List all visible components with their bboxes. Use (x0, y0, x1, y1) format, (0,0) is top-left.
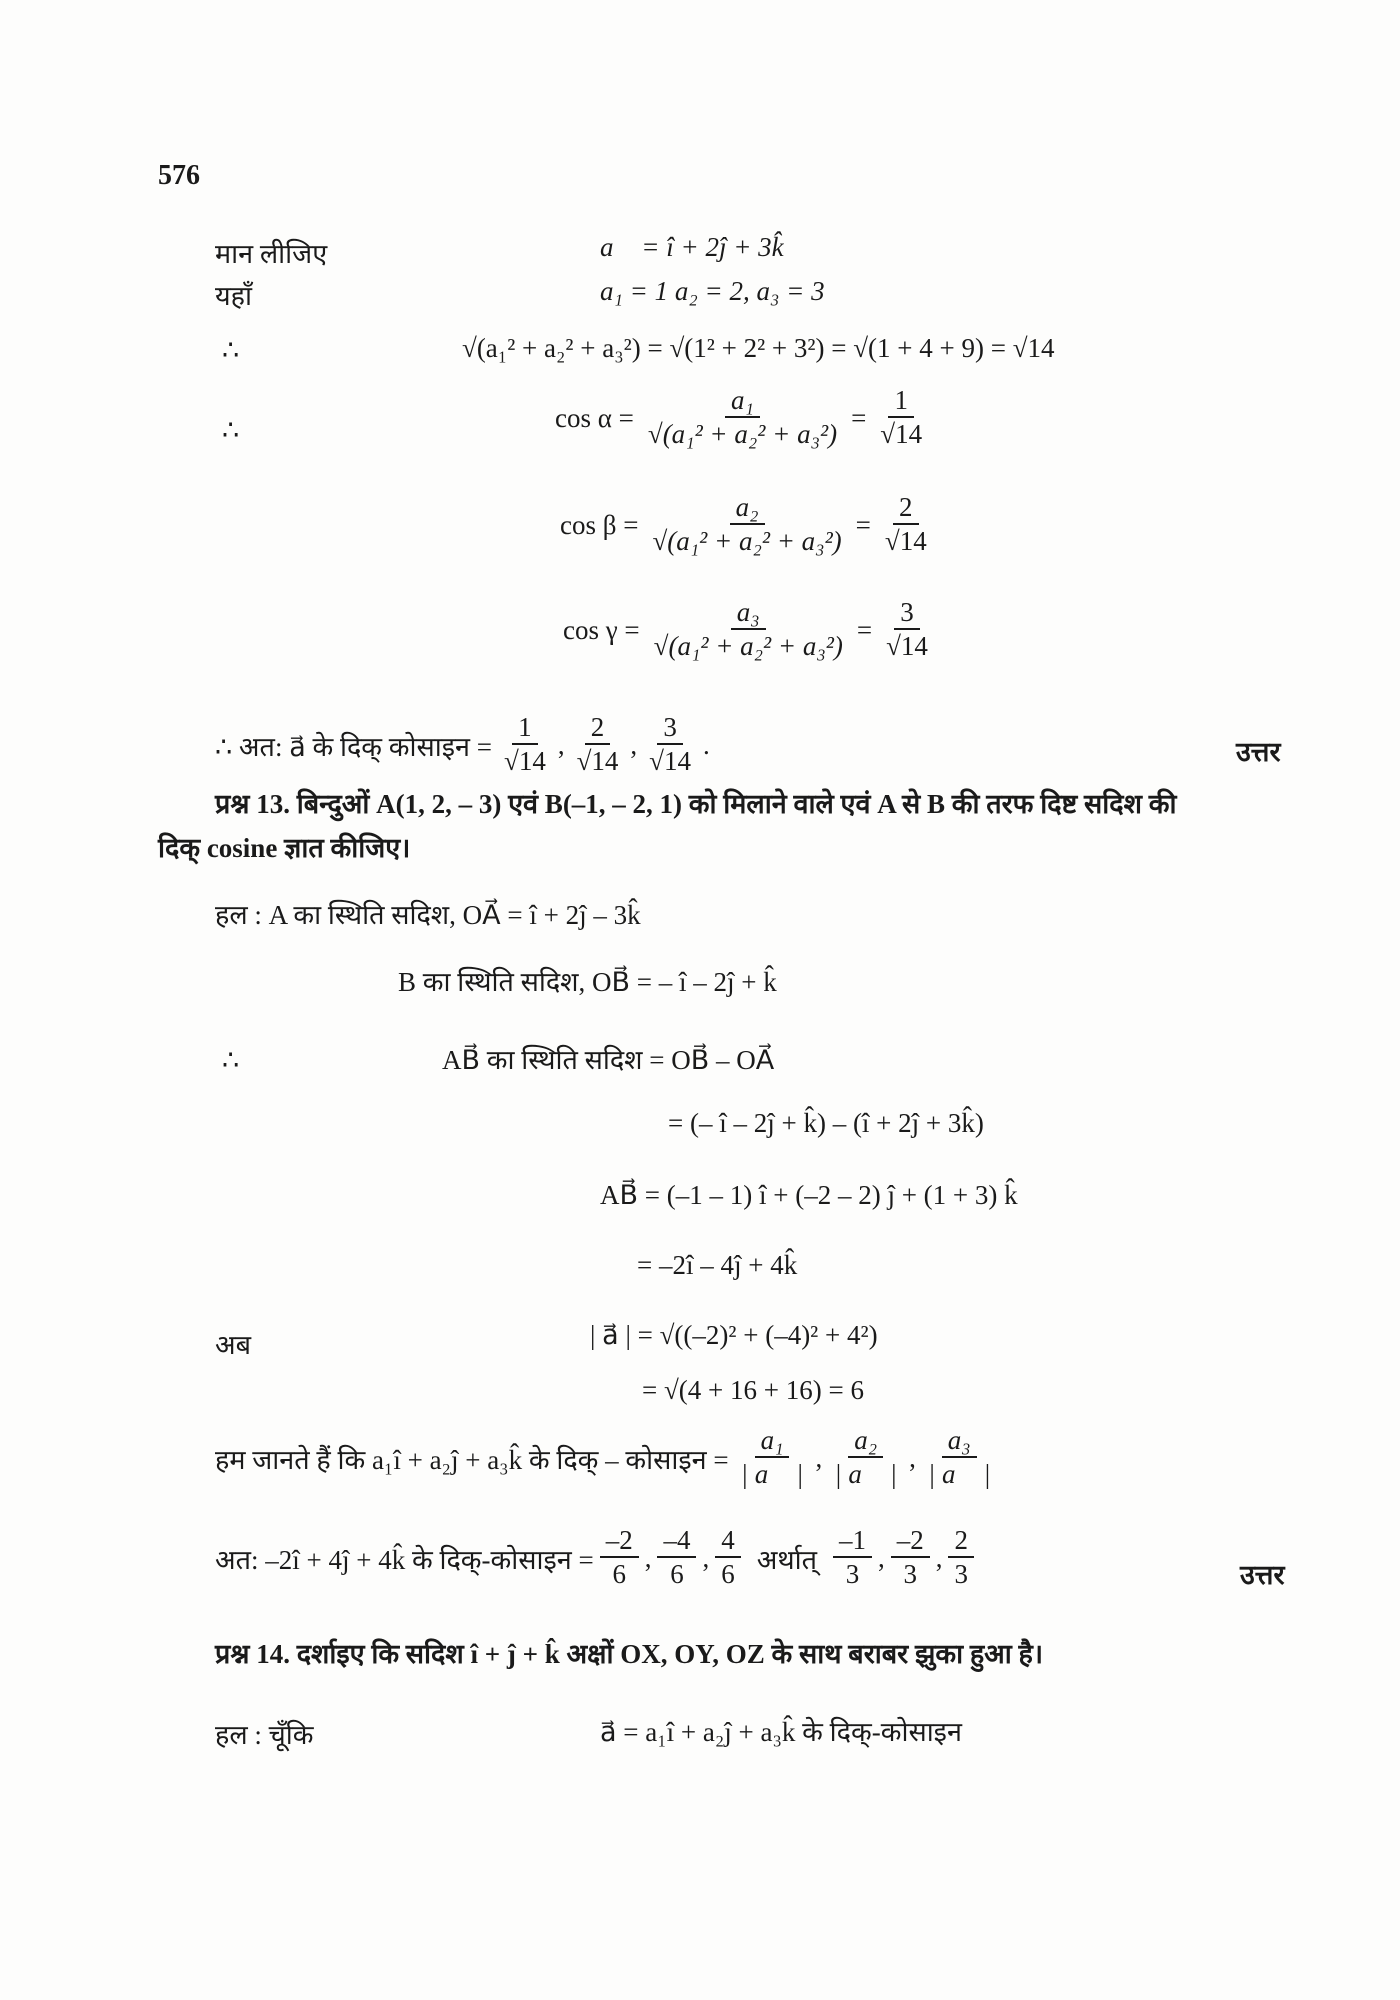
fraction-denominator: √14 (649, 746, 691, 777)
known-formula-prefix: हम जानते हैं कि a₁î + a₂ĵ + a₃k̂ के दिक् – कोसाइन = (215, 1444, 729, 1475)
cos-alpha-fraction (642, 385, 843, 452)
cos-beta-equation (560, 492, 935, 559)
fraction-denominator: √14 (576, 746, 619, 777)
fraction-numerator: –2 (600, 1525, 639, 1558)
fraction-numerator: a₁ (755, 1425, 790, 1458)
fraction-numerator: 3 (894, 597, 920, 630)
question-13-line-1: प्रश्न 13. बिन्दुओं A(1, 2, – 3) एवं B(–1, – 2, 1) को मिलाने वाले एवं A से B की तरफ दिष्ट सदिश की (215, 789, 1177, 819)
cos-alpha-value (874, 385, 928, 452)
fraction-denominator: | a⃗ | (834, 1459, 898, 1490)
fraction-numerator: a₂ (730, 492, 765, 525)
question-13-line-2: दिक् cosine ज्ञात कीजिए। (158, 833, 411, 863)
result-fraction (657, 1525, 696, 1592)
fraction-denominator: 3 (903, 1559, 917, 1590)
label-that-is: अर्थात् (756, 1544, 817, 1575)
solution-position-vector-b: B का स्थिति सदिश, OB⃗ = – î – 2ĵ + k̂ (398, 967, 777, 997)
solution-label: हल : चूँकि (215, 1720, 314, 1750)
result-fraction (643, 712, 697, 779)
result-fraction (833, 1525, 872, 1592)
fraction-numerator: –1 (833, 1525, 872, 1558)
fraction-denominator: 6 (670, 1559, 684, 1590)
result-fraction (498, 712, 552, 779)
equation-magnitude: √(a₁² + a₂² + a₃²) = √(1² + 2² + 3²) = √(1 + 4 + 9) = √14 (462, 333, 1055, 363)
cos-beta-fraction (646, 492, 847, 559)
equals-sign: = (851, 402, 867, 433)
fraction-denominator: √14 (884, 526, 927, 557)
cos-gamma-value (880, 597, 934, 664)
fraction-numerator: a₃ (942, 1425, 977, 1458)
fraction-numerator: 3 (657, 712, 683, 745)
q13-result-prefix: अत: –2î + 4ĵ + 4k̂ के दिक्-कोसाइन = (215, 1544, 594, 1575)
fraction-numerator: a₂ (848, 1425, 883, 1458)
fraction-numerator: 1 (888, 385, 914, 418)
solution-position-vector-a: हल : A का स्थिति सदिश, OA⃗ = î + 2ĵ – 3k̂ (215, 900, 641, 930)
fraction-denominator: 3 (845, 1559, 860, 1590)
fraction-denominator: | a⃗ | (927, 1459, 991, 1490)
equals-sign: = (855, 509, 871, 540)
answer-label: उत्तर (1236, 737, 1281, 767)
fraction-denominator: √14 (504, 746, 546, 777)
equation-a-vector: a⃗ = î + 2ĵ + 3k̂ (600, 232, 784, 262)
solution-substitution: = (– î – 2ĵ + k̂) – (î + 2ĵ + 3k̂) (668, 1108, 984, 1138)
label-now: अब (215, 1330, 252, 1360)
fraction-numerator: –4 (657, 1525, 696, 1558)
label-let: मान लीजिए (215, 239, 328, 269)
fraction-denominator: 6 (721, 1559, 735, 1590)
fraction-numerator: 2 (893, 492, 919, 525)
solution-ab-result: = –2î – 4ĵ + 4k̂ (637, 1250, 798, 1280)
page-number: 576 (158, 160, 200, 191)
solution-equation: a⃗ = a₁î + a₂ĵ + a₃k̂ के दिक्-कोसाइन (600, 1717, 962, 1747)
therefore-symbol: ∴ (222, 415, 240, 445)
magnitude-result: = √(4 + 16 + 16) = 6 (642, 1375, 864, 1405)
fraction-denominator: √(a₁² + a₂² + a₃²) (652, 526, 842, 557)
cos-beta-value (879, 492, 933, 559)
fraction-numerator: a₃ (731, 597, 766, 630)
fraction-denominator: √(a₁² + a₂² + a₃²) (653, 631, 843, 662)
fraction-numerator: –2 (891, 1525, 930, 1558)
label-here: यहाँ (215, 281, 252, 311)
fraction-denominator: √14 (880, 419, 923, 450)
fraction-denominator: √14 (886, 631, 928, 662)
solution-ab-components: AB⃗ = (–1 – 1) î + (–2 – 2) ĵ + (1 + 3) k̂ (600, 1180, 1018, 1210)
result-fraction (715, 1525, 741, 1592)
fraction-denominator: √(a₁² + a₂² + a₃²) (647, 419, 838, 450)
solution-ab-definition: AB⃗ का स्थिति सदिश = OB⃗ – OA⃗ (442, 1045, 775, 1075)
result-fraction (948, 1525, 974, 1592)
cos-gamma-fraction (648, 597, 849, 664)
fraction-numerator: 2 (585, 712, 611, 745)
known-formula: हम जानते हैं कि a₁î + a₂ĵ + a₃k̂ के दिक् – कोसाइन = $\frac{\text{a₁}}{| a⃗ |}$ , $\frac{\text{a₂}}{| a⃗ |}$ , $\frac{\text{a₃}}{| a⃗ |}$ (215, 1425, 999, 1492)
result-prefix: ∴ अत: a⃗ के दिक् कोसाइन = (215, 731, 492, 762)
direction-cosines-result: ∴ अत: a⃗ के दिक् कोसाइन = $\frac{1}{√14}$ , $\frac{2}{√14}$ , $\frac{3}{√14}$ . (215, 712, 710, 779)
magnitude-expression: | a⃗ | = √((–2)² + (–4)² + 4²) (590, 1320, 878, 1350)
cos-gamma-equation (563, 597, 936, 664)
fraction-numerator: 2 (948, 1525, 974, 1558)
question-14-line-1: प्रश्न 14. दर्शाइए कि सदिश î + ĵ + k̂ अक्षों OX, OY, OZ के साथ बराबर झुका हुआ है। (215, 1639, 1044, 1669)
equation-components: a₁ = 1 a₂ = 2, a₃ = 3 (600, 276, 825, 306)
fraction-denominator: 3 (954, 1559, 968, 1590)
fraction-denominator: | a⃗ | (740, 1459, 804, 1490)
equals-sign: = (856, 614, 873, 645)
therefore-symbol: ∴ (222, 335, 240, 365)
cos-gamma-lhs: cos γ = (563, 614, 640, 645)
fraction-numerator: a₁ (725, 385, 760, 418)
formula-fraction (735, 1425, 810, 1492)
fraction-denominator: 6 (612, 1559, 626, 1590)
cos-alpha-lhs: cos α = (555, 402, 634, 433)
result-fraction (571, 712, 625, 779)
therefore-symbol: ∴ (222, 1045, 240, 1075)
fraction-numerator: 1 (512, 712, 538, 745)
answer-label: उत्तर (1240, 1560, 1285, 1590)
result-fraction (600, 1525, 639, 1592)
cos-beta-lhs: cos β = (560, 509, 639, 540)
result-fraction (891, 1525, 930, 1592)
formula-fraction (828, 1425, 903, 1492)
cos-alpha-equation (555, 385, 930, 452)
formula-fraction (922, 1425, 997, 1492)
fraction-numerator: 4 (715, 1525, 741, 1558)
q13-result: अत: –2î + 4ĵ + 4k̂ के दिक्-कोसाइन = $\frac{-2}{6}$ , $\frac{-4}{6}$ , $\frac{4}{6}$ अर्थात् $\frac{-1}{3}$ , $\frac{-2}{3}$ , $\frac{2}{3}$ (215, 1525, 976, 1592)
